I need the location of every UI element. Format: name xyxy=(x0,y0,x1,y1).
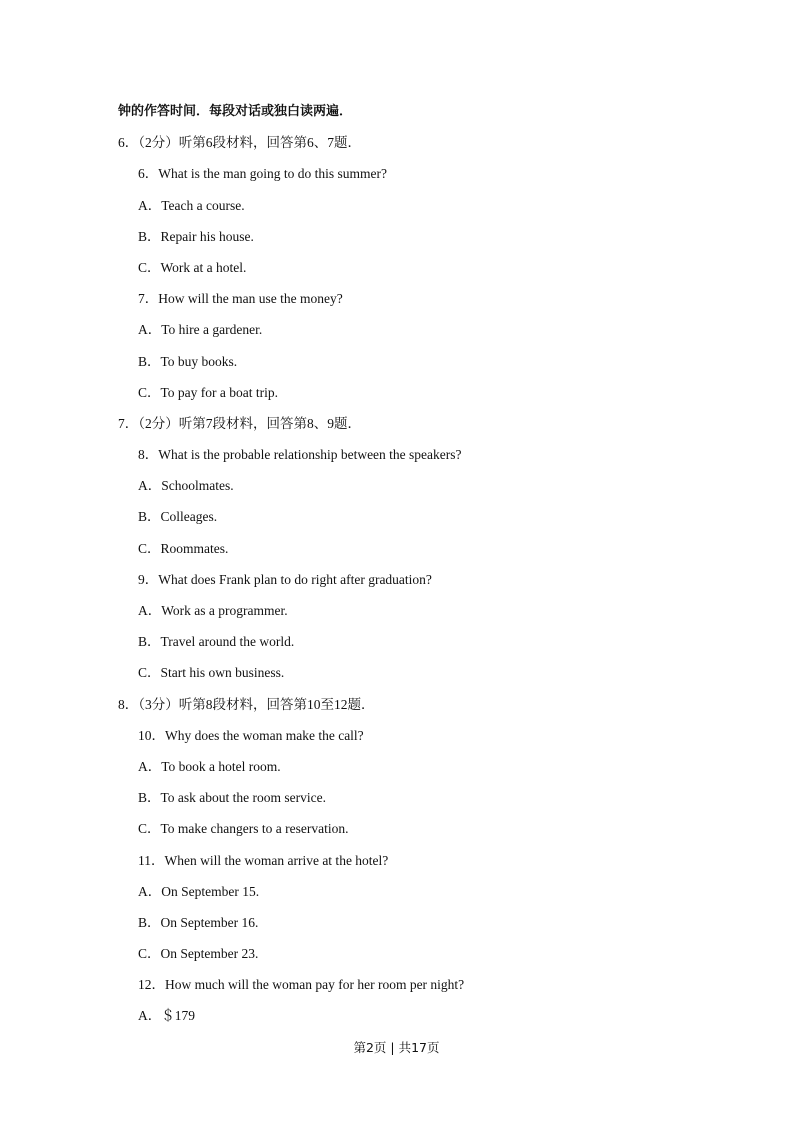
question-line: 9．What does Frank plan to do right after graduation? xyxy=(138,571,432,587)
question-line: 12．How much will the woman pay for her room per night? xyxy=(138,977,465,993)
question-line: A．On September 15. xyxy=(138,883,260,899)
question-line: A．＄179 xyxy=(138,1008,195,1024)
question-line: B．To ask about the room service. xyxy=(138,790,327,806)
question-line: 11．When will the woman arrive at the hotel? xyxy=(138,852,389,868)
question-line: B．Repair his house. xyxy=(138,228,254,244)
document-body xyxy=(0,101,793,1037)
question-line: B．On September 16. xyxy=(138,914,259,930)
question-line: 6．What is the man going to do this summer? xyxy=(138,166,387,182)
question-line: 8．What is the probable relationship between the speakers? xyxy=(138,447,462,463)
question-line: C．Roommates. xyxy=(138,540,229,556)
page-footer: 第2页 | 共17页 xyxy=(353,1040,440,1055)
question-line: A．Teach a course. xyxy=(138,197,245,213)
question-line: 10．Why does the woman make the call? xyxy=(138,727,364,743)
question-line: C．Start his own business. xyxy=(138,665,285,681)
question-group-heading: 7．（2分）听第7段材料，回答第8、9题． xyxy=(118,415,361,431)
question-group-heading: 8．（3分）听第8段材料，回答第10至12题． xyxy=(118,696,375,712)
question-line: A．To book a hotel room. xyxy=(138,758,281,774)
question-line: A．To hire a gardener. xyxy=(138,322,263,338)
question-line: A．Schoolmates. xyxy=(138,478,234,494)
question-line: C．Work at a hotel. xyxy=(138,259,247,275)
question-line: 7．How will the man use the money? xyxy=(138,291,343,307)
question-line: B．To buy books. xyxy=(138,353,238,369)
question-line: C．To pay for a boat trip. xyxy=(138,384,279,400)
question-group-heading: 钟的作答时间．每段对话或独白读两遍． xyxy=(118,104,353,119)
question-group-heading: 6．（2分）听第6段材料，回答第6、7题． xyxy=(118,135,361,151)
question-line: B．Travel around the world. xyxy=(138,634,295,650)
question-line: C．On September 23. xyxy=(138,946,259,962)
question-line: A．Work as a programmer. xyxy=(138,603,288,618)
question-line: B．Colleages. xyxy=(138,509,218,525)
question-line: C．To make changers to a reservation. xyxy=(138,821,349,837)
